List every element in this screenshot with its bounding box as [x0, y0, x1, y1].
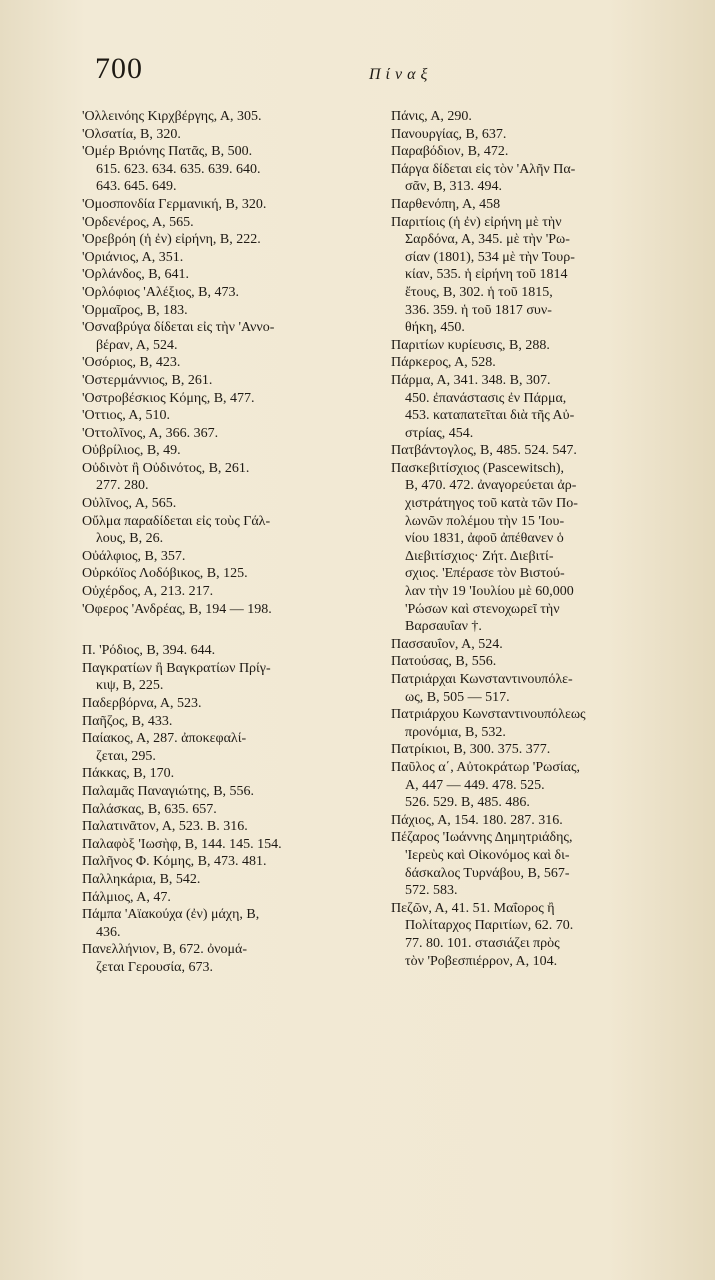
index-entry [389, 759, 679, 812]
index-entry-line: Πεζῶν, Α, 41. 51. Μαΐορος ἢ [391, 900, 555, 916]
index-entry-line: σίαν (1801), 534 μὲ τὴν Τουρ- [405, 249, 575, 265]
index-entry-line: Παγκρατίων ἢ Βαγκρατίων Πρίγ- [82, 660, 271, 676]
index-entry [389, 214, 679, 337]
index-entry [389, 108, 679, 126]
index-entry-line: Παριτίοις (ἡ ἐν) εἰρήνη μὲ τὴν [391, 214, 562, 230]
index-entry-line: 277. 280. [96, 478, 149, 494]
index-entry-line: 526. 529. Β, 485. 486. [405, 795, 530, 811]
index-entry [80, 583, 380, 601]
index-entry-line: Πανουργίας, Β, 637. [391, 126, 507, 142]
index-entry-line: Οὔλμα παραδίδεται εἰς τοὺς Γάλ- [82, 513, 271, 529]
index-entry-line: τὸν 'Ροβεσπιέρρον, Α, 104. [405, 953, 558, 969]
index-entry-line: 'Ολσατία, Β, 320. [82, 126, 181, 142]
index-entry-line: Πατβάντογλος, Β, 485. 524. 547. [391, 443, 577, 459]
index-entry [80, 695, 380, 713]
index-entry [80, 249, 380, 267]
index-entry [389, 372, 679, 442]
index-entry-line: 'Ορλόφιος 'Αλέξιος, Β, 473. [82, 284, 239, 300]
index-entry-line: Παλληκάρια, Β, 542. [82, 871, 201, 887]
page-number: 700 [95, 52, 143, 85]
index-entry-line: Παλαμᾶς Παναγιώτης, Β, 556. [82, 783, 255, 799]
index-entry-line: Παλατινᾶτον, Α, 523. Β. 316. [82, 819, 248, 835]
index-entry [80, 642, 380, 660]
index-entry-line: 'Ολλεινόης Κιρχβέργης, Α, 305. [82, 109, 262, 124]
index-entry [80, 143, 380, 196]
index-entry-line: Παρθενόπη, Α, 458 [391, 196, 501, 212]
index-entry [389, 812, 679, 830]
index-entry [80, 196, 380, 214]
index-entry [80, 513, 380, 548]
running-head: Πίναξ [369, 66, 433, 83]
index-entry-line: 615. 623. 634. 635. 639. 640. [96, 161, 261, 177]
index-entry [80, 836, 380, 854]
index-entry-line: Βαρσαυΐαν †. [405, 619, 482, 635]
index-entry [80, 390, 380, 408]
index-entry-line: θήκη, 450. [405, 320, 465, 336]
index-entry-line: 'Ορμαῖρος, Β, 183. [82, 302, 188, 318]
index-column-right [389, 108, 679, 970]
index-entry-line: 'Ομέρ Βριόνης Πατᾶς, Β, 500. [82, 144, 253, 160]
index-entry [80, 713, 380, 731]
index-entry-line: Πατριάρχαι Κωνσταντινουπόλε- [391, 672, 573, 687]
index-entry-line: Πατριάρχου Κωνσταντινουπόλεως [391, 707, 586, 723]
index-entry [389, 741, 679, 759]
index-entry [389, 196, 679, 214]
index-entry [80, 231, 380, 249]
index-entry-line: Πάχιος, Α, 154. 180. 287. 316. [391, 812, 563, 828]
index-entry [80, 372, 380, 390]
index-entry-line: βέραν, Α, 524. [96, 337, 178, 353]
index-entry-line: Οὐλῖνος, Α, 565. [82, 496, 177, 512]
index-entry-line: 336. 359. ἡ τοῦ 1817 συν- [405, 302, 552, 318]
index-entry-line: Πατρίκιοι, Β, 300. 375. 377. [391, 742, 551, 758]
index-entry-line: 'Ορλάνδος, Β, 641. [82, 267, 190, 283]
index-entry-line: χιστράτηγος τοῦ κατὰ τῶν Πο- [405, 496, 578, 512]
index-entry [80, 460, 380, 495]
index-entry-line: Παραβόδιον, Β, 472. [391, 144, 509, 160]
index-entry [80, 442, 380, 460]
index-column-left [80, 108, 380, 977]
index-entry [80, 108, 380, 126]
index-entry-line: δάσκαλος Τυρνάβου, Β, 567- [405, 865, 570, 881]
index-entry-line: Πατούσας, Β, 556. [391, 654, 497, 670]
index-entry-line: Πασσαυΐον, Α, 524. [391, 636, 503, 652]
index-entry-line: Πολίταρχος Παριτίων, 62. 70. [405, 918, 574, 934]
index-entry [389, 460, 679, 636]
index-entry-line: Παίακος, Α, 287. ἀποκεφαλί- [82, 731, 247, 747]
index-entry-line: ως, Β, 505 — 517. [405, 689, 510, 705]
index-entry-line: νίου 1831, ἀφοῦ ἀπέθανεν ὁ [405, 531, 564, 547]
index-entry [80, 730, 380, 765]
index-entry [80, 906, 380, 941]
index-entry-line: 'Οττολῖνος, Α, 366. 367. [82, 425, 219, 441]
index-entry [389, 143, 679, 161]
index-entry-line: Α, 447 — 449. 478. 525. [405, 777, 545, 793]
index-entry-line: Πάκκας, Β, 170. [82, 766, 175, 782]
index-entry [80, 284, 380, 302]
index-entry [389, 442, 679, 460]
index-entry-line: Παριτίων κυρίευσις, Β, 288. [391, 337, 550, 353]
index-entry-line: Πάρμα, Α, 341. 348. Β, 307. [391, 372, 551, 388]
index-entry-line: ἔτους, Β, 302. ἡ τοῦ 1815, [405, 284, 553, 300]
index-entry [389, 636, 679, 654]
index-entry-line: Πανελλήνιον, Β, 672. ὀνομά- [82, 942, 248, 958]
index-entry [389, 900, 679, 970]
index-entry-line: σᾶν, Β, 313. 494. [405, 179, 503, 195]
index-entry-line: 'Ορδενέρος, Α, 565. [82, 214, 194, 230]
index-entry-line: Οὐρκόϊος Λοδόβικος, Β, 125. [82, 566, 248, 582]
index-entry-line: Πάνις, Α, 290. [391, 109, 472, 124]
index-entry-line: Πάλμιος, Α, 47. [82, 889, 171, 905]
index-entry-line: Οὐβρίλιος, Β, 49. [82, 443, 181, 459]
index-entry [80, 783, 380, 801]
index-entry [80, 302, 380, 320]
index-entry [389, 706, 679, 741]
index-entry-line: Πασκεβιτίσχιος (Pascewitsch), [391, 460, 565, 476]
index-entry-line: 77. 80. 101. στασιάζει πρὸς [405, 935, 560, 951]
index-entry [389, 354, 679, 372]
index-entry-line: Πάμπα 'Αϊακούχα (ἐν) μάχη, Β, [82, 907, 260, 923]
index-entry-line: Παδερβόρνα, Α, 523. [82, 696, 202, 711]
index-entry-line: Πάργα δίδεται εἰς τὸν 'Αλῆν Πα- [391, 161, 576, 177]
index-entry-line: Οὐάλφιος, Β, 357. [82, 548, 186, 564]
index-entry [80, 354, 380, 372]
index-entry-line: Π. 'Ρόδιος, Β, 394. 644. [82, 643, 216, 659]
index-entry [80, 801, 380, 819]
index-entry [80, 495, 380, 513]
index-entry [80, 565, 380, 583]
index-entry [389, 126, 679, 144]
index-entry [80, 889, 380, 907]
index-entry-line: Β, 470. 472. ἀναγορεύεται ἀρ- [405, 478, 577, 494]
index-entry [80, 941, 380, 976]
index-entry-line: 'Οστροβέσκιος Κόμης, Β, 477. [82, 390, 255, 406]
index-entry-line: Παλῆνος Φ. Κόμης, Β, 473. 481. [82, 854, 267, 870]
index-entry [80, 853, 380, 871]
index-entry-line: 436. [96, 924, 121, 940]
index-entry-line: 'Ομοσπονδία Γερμανική, Β, 320. [82, 196, 267, 212]
index-entry-line: 'Ιερεὺς καὶ Οἰκονόμος καὶ δι- [405, 847, 570, 863]
index-entry [80, 319, 380, 354]
index-entry [389, 829, 679, 899]
index-entry-line: 643. 645. 649. [96, 179, 177, 195]
index-entry [80, 765, 380, 783]
index-entry [389, 671, 679, 706]
index-entry [80, 871, 380, 889]
index-entry-line: Οὐδινὸτ ἢ Οὐδινότος, Β, 261. [82, 460, 250, 476]
index-entry [80, 425, 380, 443]
index-entry-line: Διεβιτίσχιος· Ζήτ. Διεβιτί- [405, 548, 554, 564]
index-entry-line: 'Οττιος, Α, 510. [82, 408, 171, 424]
index-entry [80, 548, 380, 566]
index-entry [80, 601, 380, 619]
index-entry-line: κίαν, 535. ἡ εἰρήνη τοῦ 1814 [405, 267, 568, 283]
index-entry-line: 'Οφερος 'Ανδρέας, Β, 194 — 198. [82, 601, 272, 617]
index-entry-line: Σαρδόνα, Α, 345. μὲ τὴν 'Ρω- [405, 232, 570, 248]
index-entry-line: 453. καταπατεῖται διὰ τῆς Αὐ- [405, 408, 575, 424]
index-entry [389, 653, 679, 671]
index-entry-line: λωνῶν πολέμου τὴν 15 'Ιου- [405, 513, 565, 529]
index-entry-line: προνόμια, Β, 532. [405, 724, 506, 740]
index-entry-line: 'Οστερμάννιος, Β, 261. [82, 372, 213, 388]
index-entry-line: 'Οσόριος, Β, 423. [82, 355, 181, 371]
index-entry [389, 161, 679, 196]
index-entry [389, 337, 679, 355]
index-entry-line: στρίας, 454. [405, 425, 474, 441]
index-entry-line: 'Οριάνιος, Α, 351. [82, 249, 184, 265]
index-entry-line: 'Ορεβρόη (ἡ ἐν) εἰρήνη, Β, 222. [82, 232, 261, 248]
index-entry-line: Παλαφὸξ 'Ιωσὴφ, Β, 144. 145. 154. [82, 836, 282, 852]
index-entry-line: λαν τὴν 19 'Ιουλίου μὲ 60,000 [405, 584, 574, 600]
index-entry-line: Οὐχέρδος, Α, 213. 217. [82, 584, 214, 600]
index-entry [80, 660, 380, 695]
index-entry-line: σχιος. 'Επέρασε τὸν Βιστού- [405, 566, 565, 582]
index-entry-line: 450. ἐπανάστασις ἐν Πάρμα, [405, 390, 567, 406]
index-entry-line: Παλάσκας, Β, 635. 657. [82, 801, 217, 817]
index-entry-line: Πάρκερος, Α, 528. [391, 355, 496, 371]
index-entry-line: 'Ρώσων καὶ στενοχωρεῖ τὴν [405, 601, 560, 617]
index-entry [80, 407, 380, 425]
index-entry-line: λους, Β, 26. [96, 531, 164, 547]
index-entry-line: ζεται, 295. [96, 748, 156, 764]
index-entry-line: Παῆζος, Β, 433. [82, 713, 173, 729]
index-entry-line: 572. 583. [405, 883, 458, 899]
section-gap [80, 618, 380, 642]
index-entry [80, 214, 380, 232]
index-entry [80, 266, 380, 284]
index-entry [80, 126, 380, 144]
index-entry-line: Πέζαρος 'Ιωάννης Δημητριάδης, [391, 830, 573, 846]
index-entry-line: ζεται Γερουσία, 673. [96, 959, 213, 975]
index-entry [80, 818, 380, 836]
index-entry-line: 'Οσναβρύγα δίδεται εἰς τὴν 'Αννο- [82, 320, 275, 336]
index-entry-line: κιψ, Β, 225. [96, 678, 164, 694]
index-entry-line: Παῦλος α΄, Αὐτοκράτωρ 'Ρωσίας, [391, 759, 581, 775]
